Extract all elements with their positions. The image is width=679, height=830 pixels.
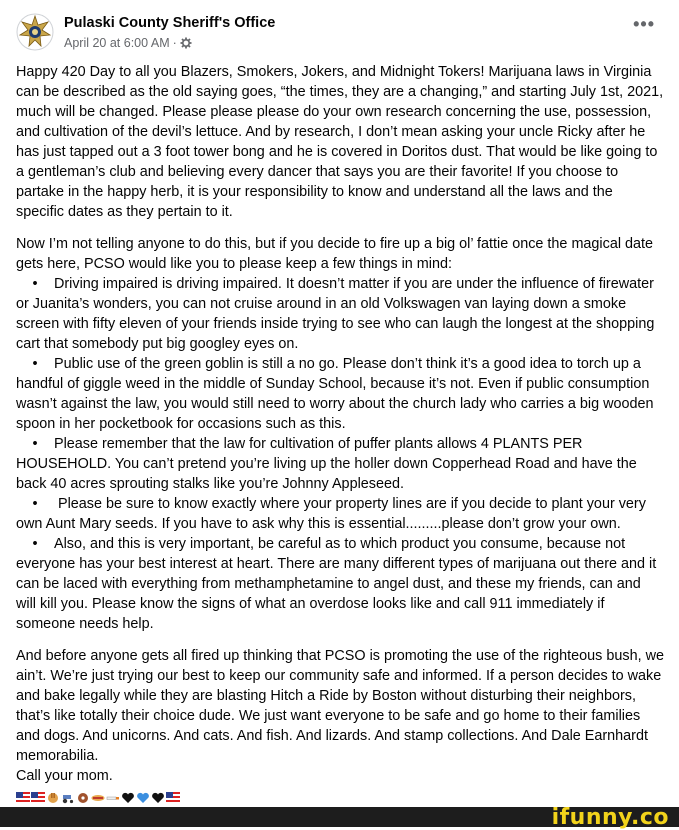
list-item-text: Please be sure to know exactly where your property lines are if you decide to plant your very own Aunt Mary seeds. If you have to ask why this is essential.........please don’t grow your own. (16, 496, 646, 532)
peace-sign-icon (46, 792, 60, 804)
black-heart-icon (121, 792, 135, 804)
tractor-icon (61, 792, 75, 804)
bullet-mark: • (32, 356, 38, 372)
sheriff-badge-avatar[interactable] (16, 13, 54, 51)
list-item (16, 274, 664, 354)
tips-list (16, 274, 664, 634)
post-header (0, 0, 679, 56)
bullet-mark: • (32, 536, 38, 552)
more-options-button[interactable]: ••• (633, 14, 655, 34)
bullet-mark: • (32, 496, 38, 512)
cigarette-icon (106, 792, 120, 804)
us-flag-icon (31, 792, 45, 804)
watermark-bar (0, 805, 679, 830)
post-meta (64, 36, 192, 50)
list-item (16, 494, 664, 534)
bullet-mark: • (32, 276, 38, 292)
black-heart-icon (151, 792, 165, 804)
ifunny-watermark-logo: ifunny.co (551, 805, 669, 830)
us-flag-icon (16, 792, 30, 804)
post-timestamp[interactable]: April 20 at 6:00 AM (64, 36, 170, 50)
post-body (16, 62, 664, 808)
blue-heart-icon (136, 792, 150, 804)
hotdog-icon (91, 792, 105, 804)
sign-off: Call your mom. (16, 768, 113, 784)
list-item (16, 534, 664, 634)
list-item (16, 434, 664, 494)
page-name-link[interactable]: Pulaski County Sheriff's Office (64, 15, 276, 31)
us-flag-icon (166, 792, 180, 804)
post-paragraph: Happy 420 Day to all you Blazers, Smokers, Jokers, and Midnight Tokers! Marijuana laws in Virginia can be described as the old saying goes, “the times, they are a changing,” and starting July 1st, 2021, much will be changed. Please please please do your own research concerning the use, possession, and cultivation of the devil’s lettuce. And by research, I don’t mean asking your uncle Ricky after he has just tapped out a 3 foot tower bong and he is covered in Doritos dust. That would be like going to a gentleman’s club and believing every dancer that says you are their favorite! If you choose to partake in the happy herb, it is your responsibility to know and understand all the laws and the specific dates as they pertain to it. (16, 64, 664, 220)
post-paragraph: And before anyone gets all fired up thinking that PCSO is promoting the use of the righteous bush, we ain’t. We’re just trying our best to keep our community safe and informed. If a person decides to wake and bake legally while they are blasting Hitch a Ride by Boston without disturbing their neighbors, that’s like totally their choice dude. We just want everyone to be safe and go home to their families and dogs. And unicorns. And cats. And fish. And lizards. And stamp collections. And Dale Earnhardt memorabilia. (16, 648, 664, 764)
donut-icon (76, 792, 90, 804)
bullet-mark: • (32, 436, 38, 452)
list-item-text: Please remember that the law for cultivation of puffer plants allows 4 PLANTS PER HOUSEHOLD. You can’t pretend you’re living up the holler down Copperhead Road and have the back 40 acres sprouting stalks like you’re Johnny Appleseed. (16, 436, 637, 492)
list-item-text: Also, and this is very important, be careful as to which product you consume, because not everyone has your best interest at heart. There are many different types of marijuana out there and it can be laced with everything from methamphetamine to angel dust, and these my friends, can and will kill you. Please know the signs of what an overdose looks like and call 911 immediately if someone needs help. (16, 536, 657, 632)
post-paragraph: Now I’m not telling anyone to do this, but if you decide to fire up a big ol’ fattie once the magical date gets here, PCSO would like you to please keep a few things in mind: (16, 236, 654, 272)
list-item-text: Driving impaired is driving impaired. It doesn’t matter if you are under the influence of firewater or Juanita’s wonders, you can not cruise around in an old Volkswagen van laying down a smoke screen with fifty eleven of your friends inside trying to see who can laugh the longest at the shopping cart that somebody put big googley eyes on. (16, 276, 655, 352)
list-item (16, 354, 664, 434)
list-item-text: Public use of the green goblin is still a no go. Please don’t think it’s a good idea to torch up a handful of giggle weed in the middle of Sunday School, because it’s not. Even if public consumption wasn’t against the law, you would still need to worry about the church lady who carries a big wooden spoon in her pocketbook for occasions such as this. (16, 356, 654, 432)
meta-separator: · (172, 36, 177, 50)
gear-icon[interactable] (180, 37, 192, 49)
